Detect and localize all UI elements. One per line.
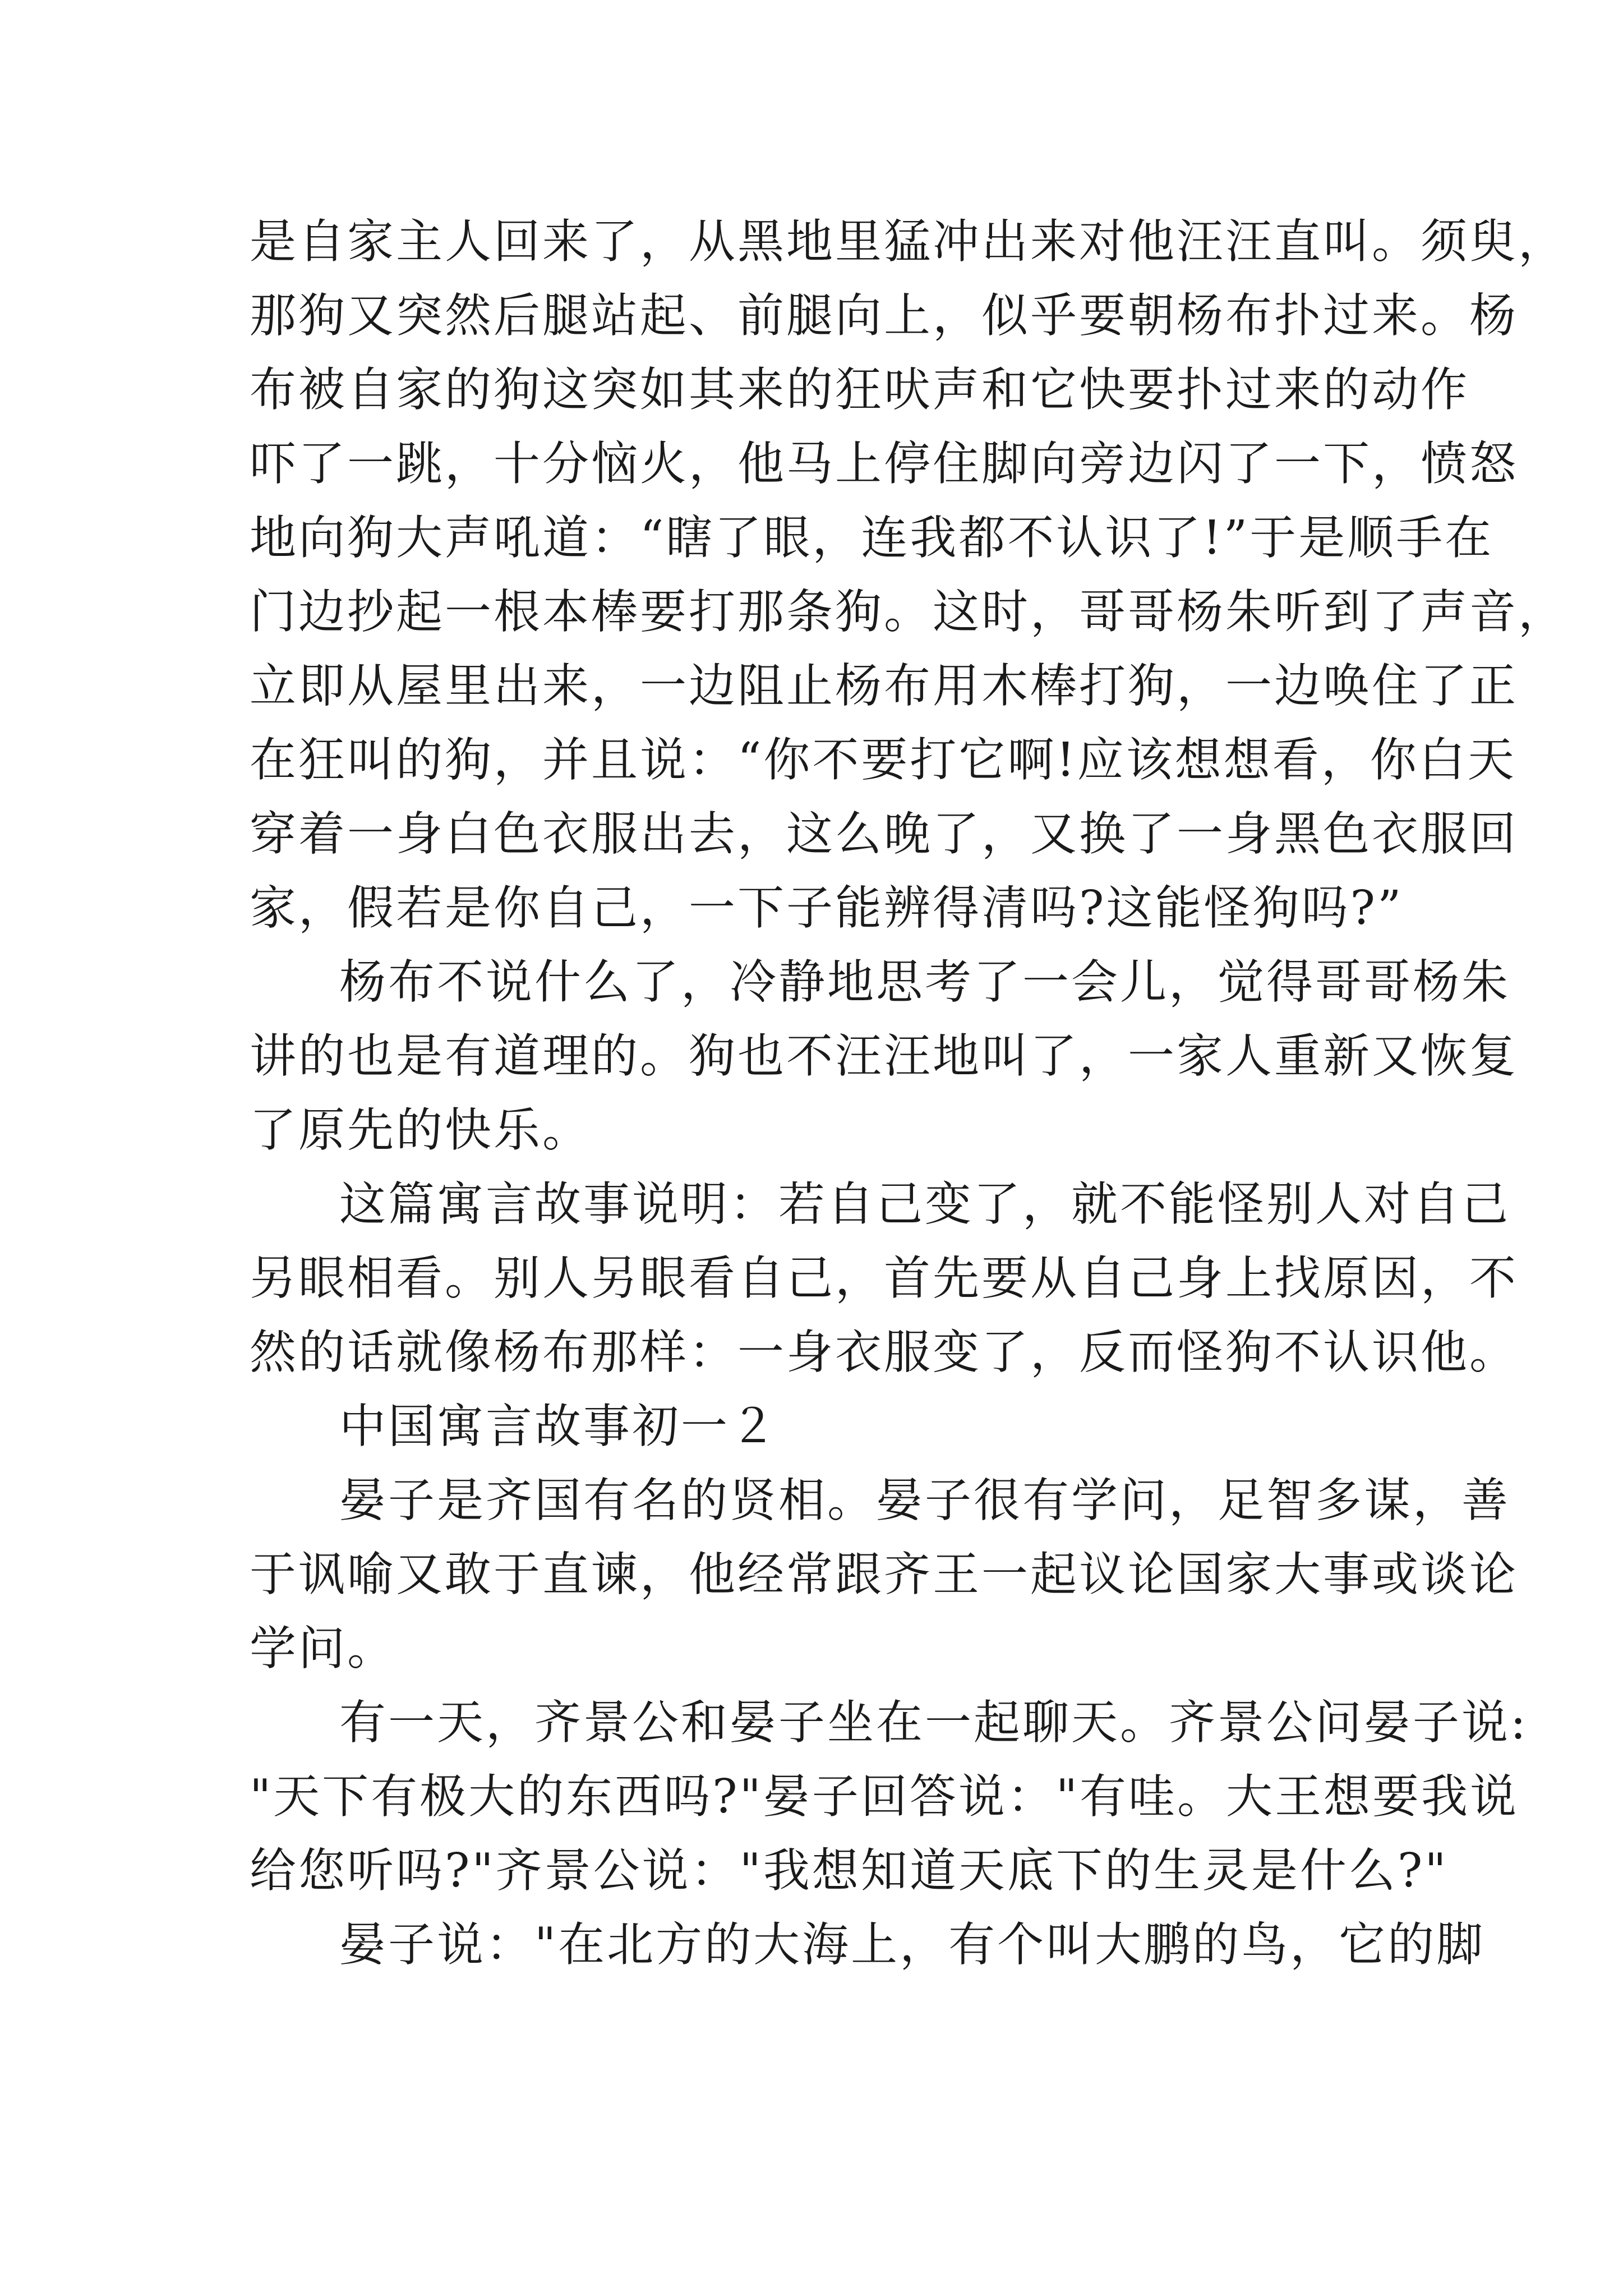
text-line: 给您听吗?"齐景公说："我想知道天底下的生灵是什么?" [250,1843,1449,1898]
text-line: 地向狗大声吼道：“瞎了眼，连我都不认识了!”于是顺手在 [250,510,1494,565]
paragraph-start-line: 晏子是齐国有名的贤相。晏子很有学问，足智多谋，善 [339,1473,1510,1527]
paragraph-start-line: 有一天，齐景公和晏子坐在一起聊天。齐景公问晏子说: [339,1695,1528,1750]
text-line: 那狗又突然后腿站起、前腿向上，似乎要朝杨布扑过来。杨 [250,288,1518,343]
text-line: 布被自家的狗这突如其来的狂吠声和它快要扑过来的动作 [250,362,1469,417]
text-line: 家，假若是你自己，一下子能辨得清吗?这能怪狗吗?” [250,881,1404,935]
text-line: 立即从屋里出来，一边阻止杨布用木棒打狗，一边唤住了正 [250,659,1518,713]
text-line: 于讽喻又敢于直谏，他经常跟齐王一起议论国家大事或谈论 [250,1547,1518,1602]
text-line: 然的话就像杨布那样：一身衣服变了，反而怪狗不认识他。 [250,1325,1518,1379]
paragraph-start-line: 杨布不说什么了，冷静地思考了一会儿，觉得哥哥杨朱 [339,955,1510,1009]
text-line: 讲的也是有道理的。狗也不汪汪地叫了，一家人重新又恢复 [250,1029,1518,1083]
text-line: 另眼相看。别人另眼看自己，首先要从自己身上找原因，不 [250,1251,1518,1305]
text-line: "天下有极大的东西吗?"晏子回答说："有哇。大王想要我说 [250,1769,1519,1824]
text-line: 吓了一跳，十分恼火，他马上停住脚向旁边闪了一下，愤怒 [250,436,1518,491]
text-line: 穿着一身白色衣服出去，这么晚了，又换了一身黑色衣服回 [250,807,1518,861]
text-line: 是自家主人回来了，从黑地里猛冲出来对他汪汪直叫。须臾， [250,214,1567,269]
text-line: 在狂叫的狗，并且说：“你不要打它啊!应该想想看，你白天 [250,733,1516,787]
text-line: 门边抄起一根本棒要打那条狗。这时，哥哥杨朱听到了声音， [250,585,1567,639]
section-heading: 中国寓言故事初一２ [339,1399,778,1453]
text-line: 学问。 [250,1621,396,1676]
paragraph-start-line: 这篇寓言故事说明：若自己变了，就不能怪别人对自己 [339,1177,1510,1231]
text-line: 了原先的快乐。 [250,1103,591,1157]
paragraph-start-line: 晏子说："在北方的大海上，有个叫大鹏的鸟，它的脚 [339,1917,1486,1972]
document-page [250,205,1567,1982]
